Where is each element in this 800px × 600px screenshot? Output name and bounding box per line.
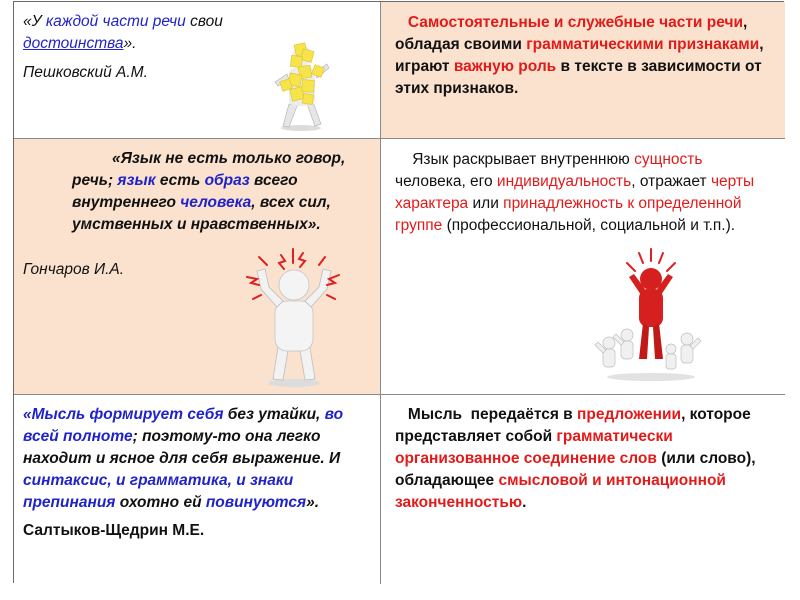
explanation-text: человека, его — [395, 173, 497, 190]
explanation-text: (профессиональной, социальной и т.п.). — [442, 217, 736, 234]
indent — [395, 14, 408, 31]
quote-text: ». — [306, 494, 320, 511]
quote-text: «Язык не есть только говор, речь; — [72, 150, 346, 189]
quote-highlight: достоинства — [23, 35, 124, 52]
quote-text: « — [23, 406, 32, 423]
quote-text: свои — [185, 13, 223, 30]
explanation-highlight: принадлежность к определенной группе — [395, 195, 742, 234]
quote-text: охотно ей — [115, 494, 206, 511]
quote-highlight: повинуются — [205, 494, 307, 511]
explanation-highlight: сущность — [634, 151, 703, 168]
row1-quote-cell — [14, 2, 381, 139]
quote-highlight: Мысль формирует себя — [31, 406, 224, 423]
indent — [395, 406, 408, 423]
row2-explanation — [395, 149, 770, 237]
explanation-highlight: Самостоятельные и служебные части речи — [407, 14, 743, 31]
quote-text: ; поэтому-то она легко находит и ясное для себя выражение. И — [23, 428, 341, 467]
quote-highlight: каждой части речи — [45, 13, 186, 30]
explanation-highlight: смысловой и интонационной законченностью — [395, 472, 726, 511]
quote-text: без утайки, — [223, 406, 325, 423]
row2-explanation-cell — [381, 139, 785, 395]
sticky-note-figure-icon — [269, 42, 339, 132]
quote-highlight: человека — [180, 194, 252, 211]
explanation-text: . — [522, 494, 527, 511]
row2-author: Гончаров И.А. — [23, 261, 125, 278]
explanation-text: Мысль передаётся в — [407, 406, 578, 423]
row2-quote — [72, 148, 362, 236]
explanation-text: , отражает — [631, 173, 711, 190]
explanation-highlight: грамматическими признаками — [526, 36, 760, 53]
explanation-text: , обладая своими — [395, 14, 748, 53]
explanation-highlight: важную роль — [453, 58, 557, 75]
explanation-text: , которое представляет собой — [395, 406, 751, 445]
row3-quote-cell — [14, 395, 381, 584]
row3-quote — [23, 404, 373, 542]
quote-highlight: образ — [204, 172, 250, 189]
row1-quote — [23, 11, 283, 84]
quote-highlight: во всей полноте — [23, 406, 344, 445]
row2-quote-cell — [14, 139, 381, 395]
row1-author: Пешковский А.М. — [23, 64, 148, 81]
quote-highlight: язык — [117, 172, 156, 189]
stressed-figure-icon — [239, 249, 349, 389]
quote-text: ». — [123, 35, 137, 52]
quote-highlight: синтаксис, и грамматика, и знаки препинания — [23, 472, 294, 511]
explanation-highlight: грамматически организованное соединение слов — [395, 428, 673, 467]
row1-explanation — [395, 12, 775, 100]
explanation-text: , играют — [395, 36, 764, 75]
quote-text: всего внутреннего — [72, 172, 298, 211]
explanation-text: в тексте в зависимости от этих признаков. — [395, 58, 762, 97]
explanation-highlight: индивидуальность — [496, 173, 632, 190]
explanation-text: Язык раскрывает внутреннюю — [412, 151, 635, 168]
explanation-text: (или слово), обладающее — [395, 450, 756, 489]
explanation-highlight: предложении — [577, 406, 682, 423]
row3-explanation-cell — [381, 395, 785, 584]
indent — [395, 151, 412, 168]
red-leader-figure-icon — [591, 249, 711, 384]
row3-explanation — [395, 404, 780, 514]
explanation-text: или — [468, 195, 504, 212]
row3-author: Салтыков-Щедрин М.Е. — [23, 522, 205, 539]
explanation-highlight: черты характера — [395, 173, 755, 212]
quote-text: есть — [155, 172, 205, 189]
row1-explanation-cell — [381, 2, 785, 139]
quote-text: «У — [23, 13, 46, 30]
quote-text: , всех сил, умственных и нравственных». — [72, 194, 331, 233]
comparison-table — [13, 1, 784, 583]
